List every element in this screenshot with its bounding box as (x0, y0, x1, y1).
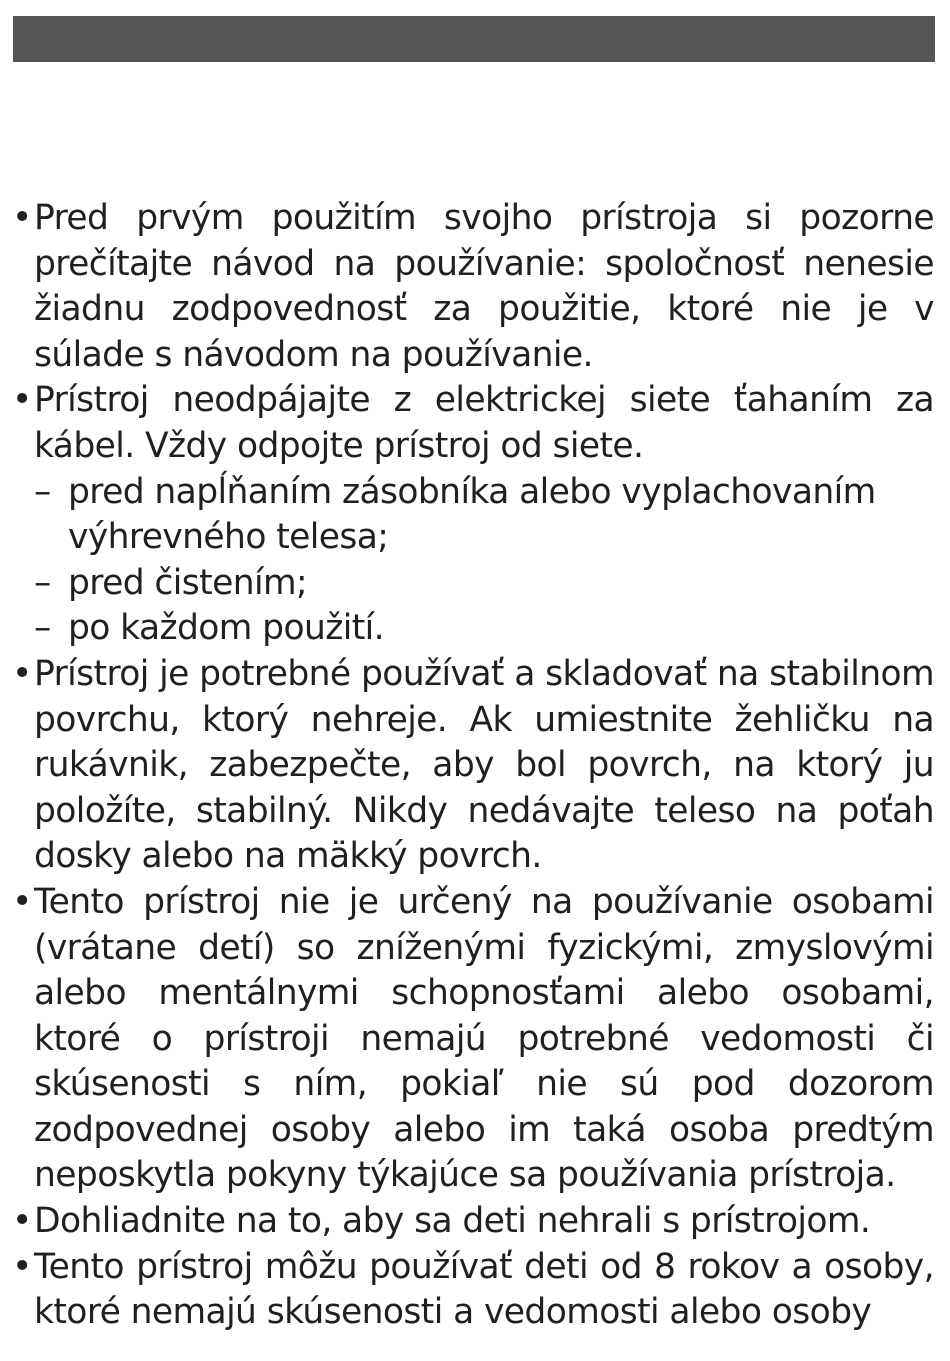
sub-list-item (34, 561, 934, 607)
header-bar (13, 16, 935, 62)
list-item (12, 378, 934, 652)
dash-icon: – (34, 608, 51, 649)
bullet-icon: • (12, 653, 32, 694)
list-item-text: Pred prvým použitím svojho prístroja si pozorne prečítajte návod na používanie: spoločnosť nenesie žiadnu zodpovednosť za použitie, ktoré nie je v súlade s návodom na používanie. (34, 198, 934, 375)
sub-list (34, 470, 934, 652)
list-item (12, 1199, 934, 1245)
list-item (12, 196, 934, 378)
bullet-icon: • (12, 198, 32, 238)
sub-list-item-text: pred napĺňaním zásobníka alebo vyplachovaním výhrevného telesa; (68, 471, 876, 558)
list-item (12, 1245, 934, 1336)
list-item (12, 652, 934, 880)
bullet-icon: • (12, 1201, 32, 1242)
bullet-icon: • (12, 881, 32, 922)
dash-icon: – (34, 562, 51, 603)
dash-icon: – (34, 471, 51, 512)
bullet-icon: • (12, 1246, 32, 1287)
list-item-text: Tento prístroj nie je určený na používanie osobami (vrátane detí) so zníženými fyzickými, zmyslovými alebo mentálnymi schopnosťami alebo osobami, ktoré o prístroji nemajú potrebné vedomosti či skúsenosti s ním, pokiaľ nie sú pod dozorom zodpovednej osoby alebo im taká osoba predtým neposkytla pokyny týkajúce sa používania prístroja. (34, 881, 934, 1196)
sub-list-item-text: pred čistením; (68, 562, 307, 603)
list-item-text: Dohliadnite na to, aby sa deti nehrali s prístrojom. (34, 1201, 871, 1242)
list-item (12, 880, 934, 1199)
list-item-text: Prístroj je potrebné používať a skladovať na stabilnom povrchu, ktorý nehreje. Ak umiestnite žehličku na rukávnik, zabezpečte, aby bol povrch, na ktorý ju položíte, stabilný. Nikdy nedávajte teleso na poťah dosky alebo na mäkký povrch. (34, 653, 934, 877)
safety-instructions-list (12, 196, 934, 1336)
bullet-icon: • (12, 380, 32, 421)
sub-list-item (34, 606, 934, 652)
sub-list-item-text: po každom použití. (68, 608, 385, 649)
sub-list-item (34, 470, 934, 561)
list-item-text: Tento prístroj môžu používať deti od 8 rokov a osoby, ktoré nemajú skúsenosti a vedomosti alebo osoby (34, 1246, 934, 1333)
list-item-text: Prístroj neodpájajte z elektrickej siete ťahaním za kábel. Vždy odpojte prístroj od siete. (34, 380, 934, 466)
